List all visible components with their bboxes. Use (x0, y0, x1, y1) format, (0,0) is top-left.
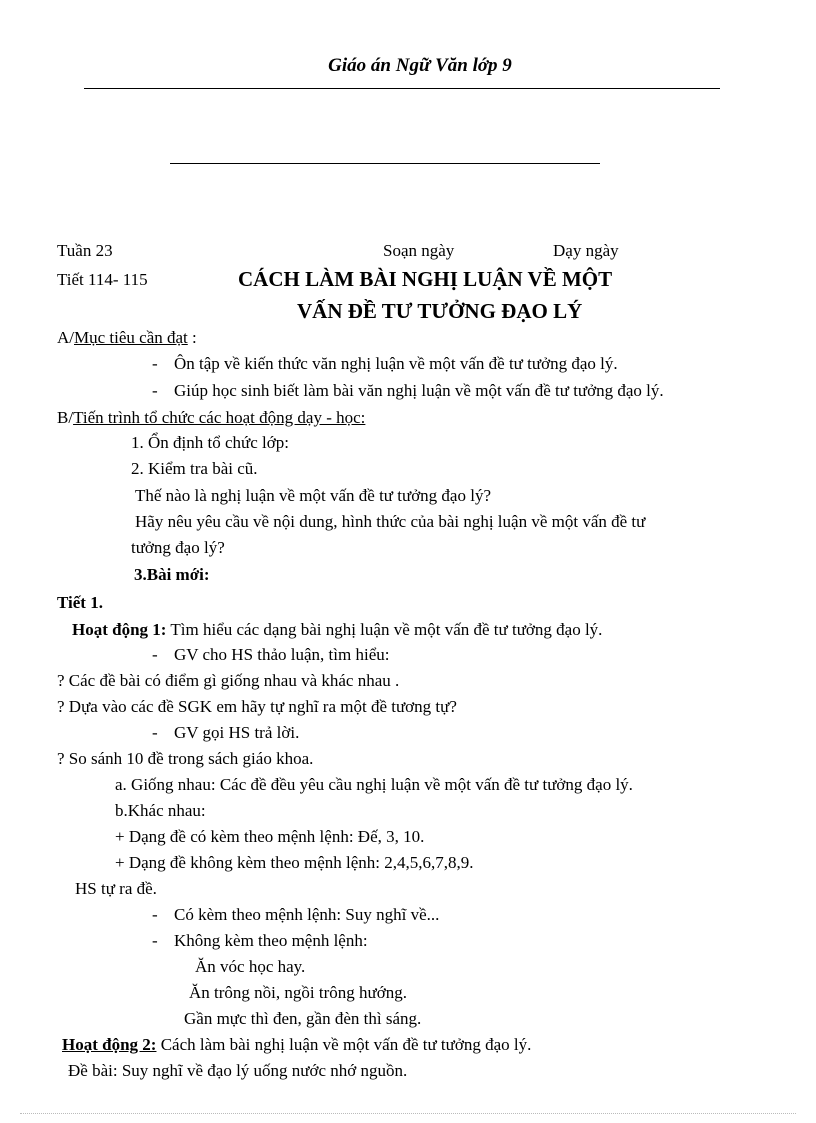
activity-2-text: Cách làm bài nghị luận về một vấn đề tư tưởng đạo lý. (156, 1035, 532, 1054)
review-question-1: Thế nào là nghị luận về một vấn đề tư tưởng đạo lý? (135, 486, 491, 505)
header-rule (84, 88, 720, 89)
period-1-label: Tiết 1. (57, 593, 103, 612)
activity-1 (72, 619, 602, 641)
list-item (152, 904, 439, 926)
review-question-2: Hãy nêu yêu cầu về nội dung, hình thức của bài nghị luận về một vấn đề tư (135, 512, 646, 531)
review-question-2-cont: tưởng đạo lý? (131, 538, 225, 557)
divider-rule (170, 163, 600, 164)
difference: b.Khác nhau: (115, 801, 206, 820)
step-2: 2. Kiểm tra bài cũ. (131, 459, 258, 478)
section-a-heading (57, 327, 197, 349)
objective-2: Giúp học sinh biết làm bài văn nghị luận về một vấn đề tư tưởng đạo lý. (174, 381, 664, 400)
without-command: + Dạng đề không kèm theo mệnh lệnh: 2,4,5,6,7,8,9. (115, 853, 474, 872)
activity-1-text: Tìm hiểu các dạng bài nghị luận về một vấn đề tư tưởng đạo lý. (166, 620, 603, 639)
activity-1-label: Hoạt động 1: (72, 620, 167, 639)
step-1: 1. Ổn định tổ chức lớp: (131, 433, 289, 452)
footer-dotted-line (20, 1113, 796, 1114)
topic: Đề bài: Suy nghĩ về đạo lý uống nước nhớ nguồn. (68, 1061, 408, 1080)
teaching-date-label: Dạy ngày (553, 241, 619, 260)
section-b-prefix: B/ (57, 408, 74, 427)
list-item (152, 722, 299, 744)
objective-1: Ôn tập về kiến thức văn nghị luận về một vấn đề tư tưởng đạo lý. (174, 354, 618, 373)
list-item (152, 380, 664, 402)
list-item (152, 353, 618, 375)
header-title: Giáo án Ngữ Văn lớp 9 (328, 55, 512, 76)
list-item (152, 930, 368, 952)
own-without-command: Không kèm theo mệnh lệnh: (174, 931, 368, 950)
week-label: Tuần 23 (57, 241, 113, 260)
list-item (152, 644, 389, 666)
bullet-dash: - (152, 723, 158, 742)
section-a-title: Mục tiêu cần đạt (74, 328, 188, 347)
section-a-suffix: : (187, 328, 197, 347)
hs-own-topic: HS tự ra đề. (75, 879, 157, 898)
title-line-2: VẤN ĐỀ TƯ TƯỞNG ĐẠO LÝ (297, 299, 583, 323)
proverb-1: Ăn vóc học hay. (195, 957, 306, 976)
similarity: a. Giống nhau: Các đề đều yêu cầu nghị luận về một vấn đề tư tưởng đạo lý. (115, 775, 633, 794)
section-b-title: Tiến trình tổ chức các hoạt động dạy - học: (73, 408, 366, 427)
section-a-prefix: A/ (57, 328, 74, 347)
bullet-dash: - (152, 354, 158, 373)
gv-call: GV gọi HS trả lời. (174, 723, 300, 742)
bullet-dash: - (152, 381, 158, 400)
proverb-2: Ăn trông nồi, ngồi trông hướng. (189, 983, 407, 1002)
lesson-periods: Tiết 114- 115 (57, 270, 148, 289)
with-command: + Dạng đề có kèm theo mệnh lệnh: Đế, 3, 10. (115, 827, 425, 846)
bullet-dash: - (152, 905, 158, 924)
bullet-dash: - (152, 931, 158, 950)
proverb-3: Gần mực thì đen, gần đèn thì sáng. (184, 1009, 422, 1028)
prepared-date-label: Soạn ngày (383, 241, 455, 260)
question-own: ? Dựa vào các đề SGK em hãy tự nghĩ ra một đề tương tự? (57, 697, 457, 716)
question-common: ? Các đề bài có điểm gì giống nhau và khác nhau . (57, 671, 400, 690)
section-b-heading (57, 407, 365, 429)
own-with-command: Có kèm theo mệnh lệnh: Suy nghĩ về... (174, 905, 440, 924)
question-compare: ? So sánh 10 đề trong sách giáo khoa. (57, 749, 314, 768)
title-line-1: CÁCH LÀM BÀI NGHỊ LUẬN VỀ MỘT (238, 267, 613, 291)
gv-discuss: GV cho HS thảo luận, tìm hiểu: (174, 645, 390, 664)
bullet-dash: - (152, 645, 158, 664)
step-3: 3.Bài mới: (134, 565, 210, 584)
activity-2 (62, 1034, 531, 1056)
activity-2-label: Hoạt động 2: (62, 1035, 157, 1054)
